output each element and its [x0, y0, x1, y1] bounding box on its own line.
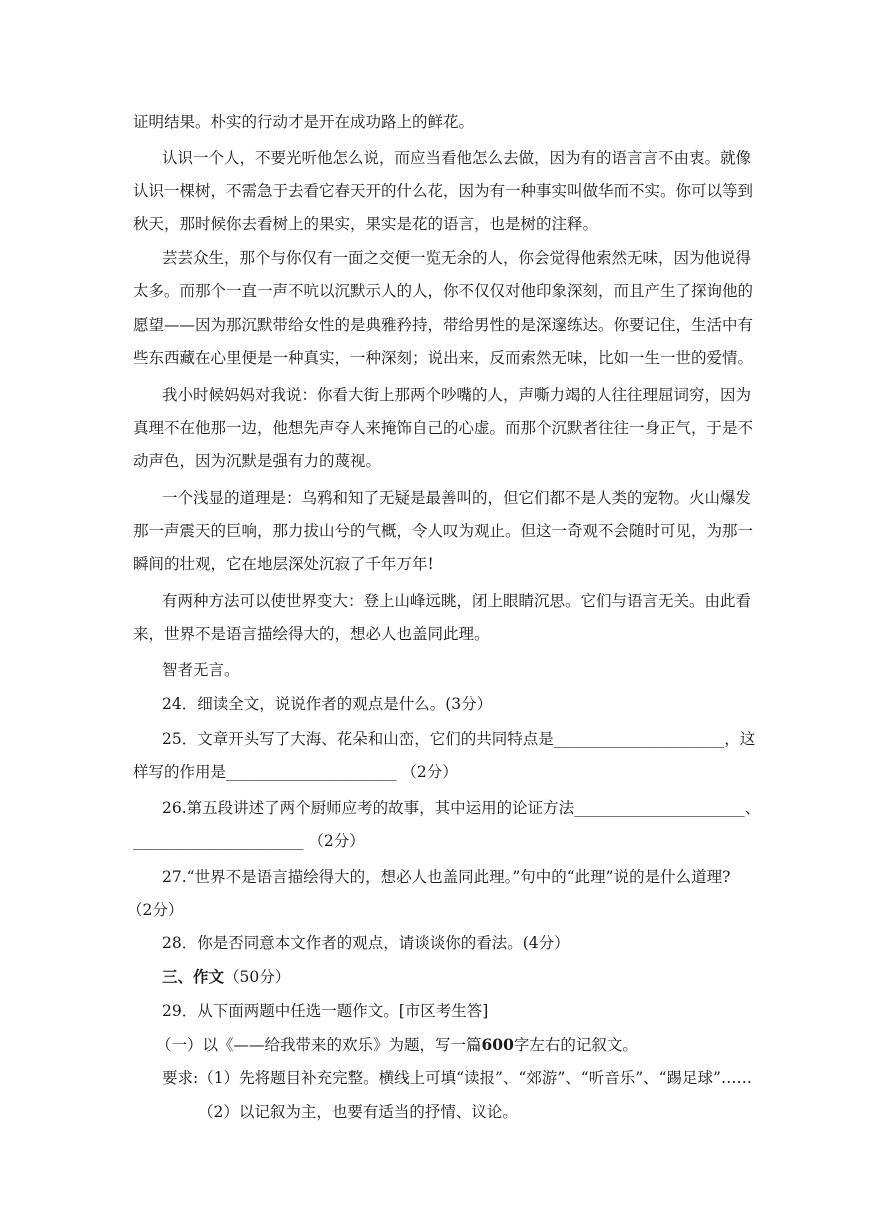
text-line: 愿望——因为那沉默带给女性的是典雅矜持，带给男性的是深邃练达。你要记住，生活中有 [133, 316, 754, 334]
text-line: 一个浅显的道理是：乌鸦和知了无疑是最善叫的，但它们都不是人类的宠物。火山爆发 [162, 489, 752, 507]
text-line: 那一声震天的巨响，那力拔山兮的气概，令人叹为观止。但这一奇观不会随时可见，为那一 [133, 522, 754, 540]
text-line: 瞬间的壮观，它在地层深处沉寂了千年万年! [133, 555, 434, 573]
text-line: 证明结果。朴实的行动才是开在成功路上的鲜花。 [133, 113, 475, 131]
text-line: 动声色，因为沉默是强有力的蔑视。 [133, 452, 382, 470]
text-line: 智者无言。 [162, 661, 240, 679]
composition-option-1 [156, 1035, 638, 1055]
question-26: 26.第五段讲述了两个厨师应考的故事，其中运用的论证方法______________________、 [162, 799, 761, 817]
option-text: （一）以《——给我带来的欢乐》为题，写一篇 [156, 1036, 482, 1054]
text-line: 芸芸众生，那个与你仅有一面之交便一览无余的人，你会觉得他索然无味，因为他说得 [162, 249, 752, 267]
question-26-continued: ______________________ （2分） [133, 832, 365, 850]
text-line: 些东西藏在心里便是一种真实，一种深刻；说出来，反而索然无味，比如一生一世的爱情。 [133, 349, 754, 367]
word-count: 600 [481, 1035, 514, 1054]
question-28: 28．你是否同意本文作者的观点，请谈谈你的看法。(4分） [162, 934, 570, 952]
text-line: 有两种方法可以使世界变大：登上山峰远眺，闭上眼睛沉思。它们与语言无关。由此看 [162, 592, 752, 610]
text-line: 我小时候妈妈对我说：你看大街上那两个吵嘴的人，声嘶力竭的人往往理屈词穷，因为 [162, 386, 752, 404]
question-25: 25．文章开头写了大海、花朵和山峦，它们的共同特点是______________________，这 [162, 730, 756, 748]
question-27-score: （2分） [127, 901, 184, 919]
section-heading-composition [162, 967, 290, 987]
question-24: 24．细读全文，说说作者的观点是什么。(3分） [162, 695, 493, 713]
text-line: 真理不在他那一边，他想先声夺人来掩饰自己的心虚。而那个沉默者往往一身正气，于是不 [133, 419, 754, 437]
text-line: 认识一个人，不要光听他怎么说，而应当看他怎么去做，因为有的语言言不由衷。就像 [162, 149, 752, 167]
question-25-continued: 样写的作用是______________________ （2分） [133, 763, 458, 781]
text-line: 来，世界不是语言描绘得大的，想必人也盖同此理。 [133, 625, 490, 643]
question-29: 29．从下面两题中任选一题作文。[市区考生答] [162, 1002, 489, 1020]
requirement-2: （2）以记叙为主，也要有适当的抒情、议论。 [198, 1103, 518, 1121]
section-title: 三、作文 [162, 967, 225, 986]
text-line: 秋天，那时候你去看树上的果实，果实是花的语言，也是树的注释。 [133, 215, 599, 233]
requirement-1: 要求:（1）先将题目补充完整。横线上可填“读报”、“郊游”、“听音乐”、“踢足球”…… [162, 1069, 752, 1087]
text-line: 认识一棵树，不需急于去看它春天开的什么花，因为有一种事实叫做华而不实。你可以等到 [133, 182, 754, 200]
question-27: 27.“世界不是语言描绘得大的，想必人也盖同此理。”句中的“此理”说的是什么道理? [162, 868, 731, 886]
text-line: 太多。而那个一直一声不吭以沉默示人的人，你不仅仅对他印象深刻，而且产生了探询他的 [133, 282, 754, 300]
section-score: （50分） [224, 968, 291, 986]
option-text-end: 字左右的记叙文。 [513, 1036, 638, 1054]
